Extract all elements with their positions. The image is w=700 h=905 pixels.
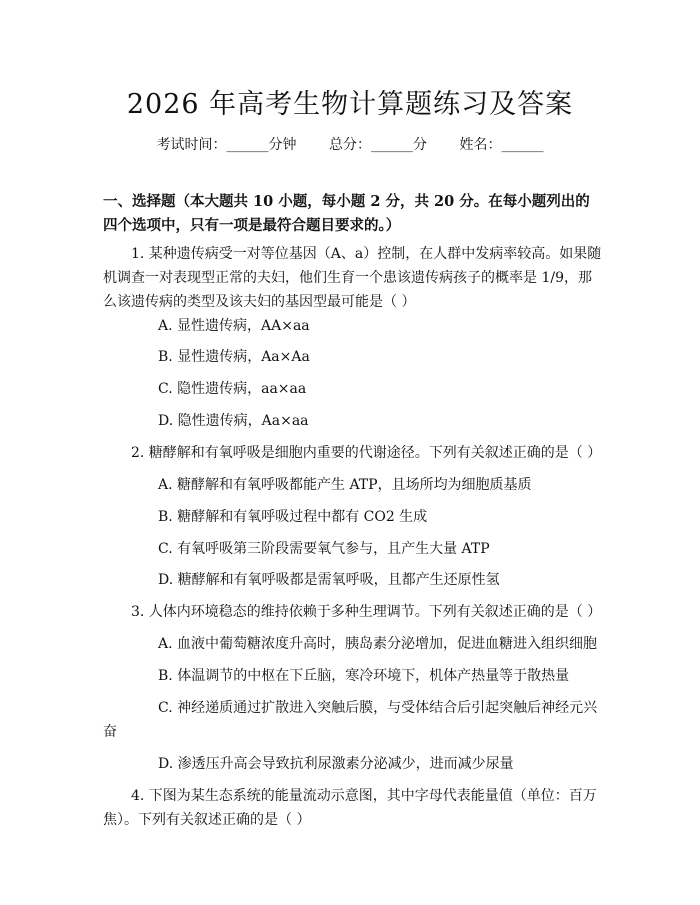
question-2-option-b: B. 糖酵解和有氧呼吸过程中都有 CO2 生成 [158,509,428,525]
question-1-stem: 1. 某种遗传病受一对等位基因（A、a）控制，在人群中发病率较高。如果随机调查一对表现型正常的夫妇，他们生育一个患该遗传病孩子的概率是 1/9，那么该遗传病的类型及该夫妇的基因型最可能是（ ） [103,246,602,310]
question-3-option-d: D. 渗透压升高会导致抗利尿激素分泌减少，进而减少尿量 [158,756,514,772]
question-1-option-a: A. 显性遗传病，AA×aa [158,318,310,334]
question-4-stem: 4. 下图为某生态系统的能量流动示意图，其中字母代表能量值（单位：百万焦）。下列有关叙述正确的是（ ） [103,788,597,828]
question-2-stem: 2. 糖酵解和有氧呼吸是细胞内重要的代谢途径。下列有关叙述正确的是（ ） [131,445,602,461]
question-2-option-c: C. 有氧呼吸第三阶段需要氧气参与，且产生大量 ATP [158,541,490,557]
question-3-option-c-continued: 奋 [103,724,117,740]
question-3-stem: 3. 人体内环境稳态的维持依赖于多种生理调节。下列有关叙述正确的是（ ） [131,604,602,620]
question-1-option-c: C. 隐性遗传病，aa×aa [158,381,307,397]
exam-meta [0,134,700,154]
question-2-option-a: A. 糖酵解和有氧呼吸都能产生 ATP，且场所均为细胞质基质 [158,477,532,493]
question-3-option-b: B. 体温调节的中枢在下丘脑，寒冷环境下，机体产热量等于散热量 [158,668,570,684]
question-1-option-b: B. 显性遗传病，Aa×Aa [158,349,310,365]
total-score: 总分：______分 [329,137,427,153]
student-name: 姓名：______ [459,137,544,153]
exam-time: 考试时间：______分钟 [156,137,297,153]
section-heading: 一、选择题（本大题共 10 小题，每小题 2 分，共 20 分。在每小题列出的四个选项中，只有一项是最符合题目要求的。） [103,193,590,234]
question-3-option-c: C. 神经递质通过扩散进入突触后膜，与受体结合后引起突触后神经元兴 [158,700,598,716]
question-1-option-d: D. 隐性遗传病，Aa×aa [158,413,309,429]
page-title: 2026 年高考生物计算题练习及答案 [126,89,574,120]
question-2-option-d: D. 糖酵解和有氧呼吸都是需氧呼吸，且都产生还原性氢 [158,572,500,588]
question-3-option-a: A. 血液中葡萄糖浓度升高时，胰岛素分泌增加，促进血糖进入组织细胞 [158,636,598,652]
